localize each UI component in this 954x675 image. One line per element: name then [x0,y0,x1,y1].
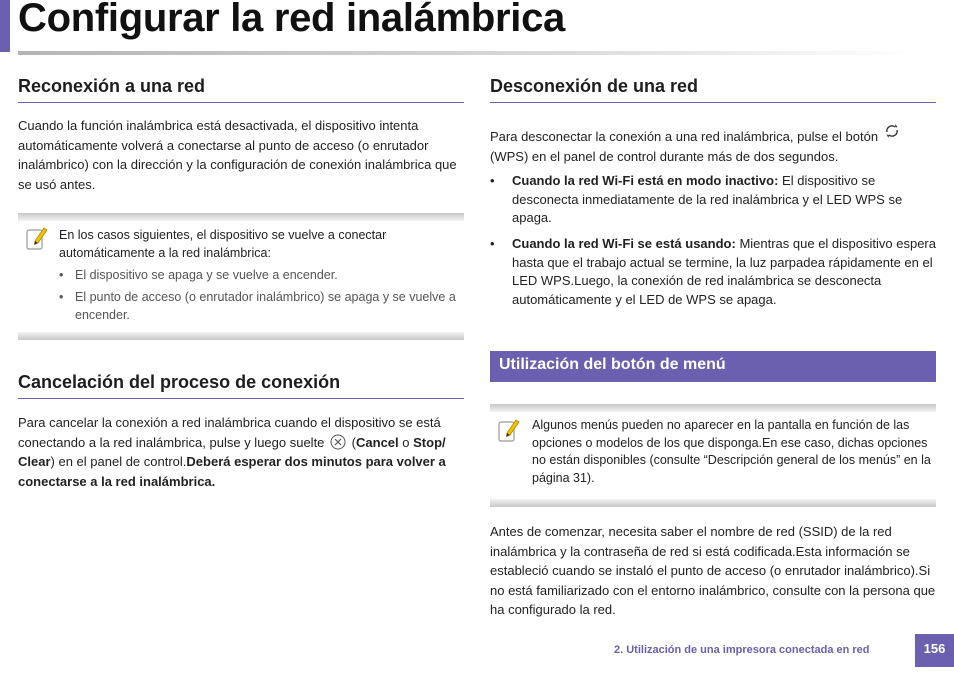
note-top-shade [490,404,936,412]
note-pencil-icon [26,225,48,251]
note-bullet-item: El punto de acceso (o enrutador inalámbrico) se apaga y se vuelve a encender. [75,290,456,322]
note-box-menu [490,404,936,507]
bullet-text: Mientras que el dispositivo espera hasta que el trabajo actual se termine, la luz parpadea rápidamente en el LED WPS.Luego, la conexión de red inalámbrica se desconecta automáticamente y el LED de WPS se apaga. [512,236,936,307]
page-title: Configurar la red inalámbrica [18,0,566,40]
cancel-button-icon [330,434,346,450]
title-accent-bar [0,0,10,52]
page-number-badge [915,634,954,667]
note-top-shade [18,213,464,221]
bullet-marker: • [490,236,495,251]
section-band-menu [490,351,936,382]
cancel-label: Cancel [356,434,399,450]
note-bullet-item: El dispositivo se apaga y se vuelve a encender. [75,268,338,282]
footer-chapter: 2. Utilización de una impresora conectada en red [614,644,870,656]
disconnect-intro-2: (WPS) en el panel de control durante más de dos segundos. [490,148,839,164]
section-rule [490,102,936,103]
section-heading-reconnect: Reconexión a una red [18,76,206,96]
note-pencil-icon [498,417,520,443]
bullet-bold: Cuando la red Wi-Fi está en modo inactivo: [512,173,779,188]
cancel-text-2: ) en el panel de control. [50,454,187,469]
note-text: En los casos siguientes, el dispositivo se vuelve a conectar automáticamente a la red inalámbrica: [59,228,387,260]
page-number: 156 [923,641,946,656]
note-text: Algunos menús pueden no aparecer en la pantalla en función de las opciones o modelos de los que disponga.En ese caso, dichas opciones no están disponibles (consulte “Descripción general de los menús” en la página 31). [532,418,931,485]
reconnect-paragraph: Cuando la función inalámbrica está desactivada, el dispositivo intenta automáticamente volverá a conectarse al punto de acceso (o enrutador inalámbrico) con la dirección y la configuración de conexión inalámbrica que se usó antes. [18,118,457,192]
disconnect-bullet-idle [512,172,936,228]
section-heading-disconnect: Desconexión de una red [490,76,699,96]
note-bottom-shade [490,499,936,507]
disconnect-intro-1: Para desconectar la conexión a una red inalámbrica, pulse el botón [490,129,879,144]
section-rule [18,102,464,103]
menu-paragraph: Antes de comenzar, necesita saber el nombre de red (SSID) de la red inalámbrica y la contraseña de red si está codificada.Esta información se estableció cuando se instaló el punto de acceso (o enrutador inalámbrico).Si no está familiarizado con el entorno inalámbrico, consulte con la persona que ha configurado la red. [490,524,936,617]
note-bottom-shade [18,332,464,340]
bullet-text: El dispositivo se desconecta inmediatamente de la red inalámbrica y el LED WPS se apaga. [512,173,903,225]
section-heading-cancel: Cancelación del proceso de conexión [18,372,341,392]
menu-heading: Utilización del botón de menú [499,356,726,373]
note-bullet-marker: • [59,290,64,304]
cancel-text: Para cancelar la conexión a red inalámbrica cuando el dispositivo se está conectando a la red inalámbrica, pulse y luego suelte [18,415,441,450]
note-box-reconnect [18,213,464,340]
stop-clear-label: Stop/ Clear [18,434,446,469]
bullet-bold: Cuando la red Wi-Fi se está usando: [512,236,736,251]
title-divider [18,51,913,55]
cancel-paragraph [18,413,464,491]
disconnect-intro [490,123,930,166]
disconnect-bullet-busy [512,235,936,309]
open-paren: ( [351,434,357,450]
bullet-marker: • [490,173,495,188]
or-word: o [402,434,410,450]
wps-icon [884,123,900,139]
note-bullet-marker: • [59,268,64,282]
section-rule [18,398,464,399]
cancel-bold-tail: Deberá esperar dos minutos para volver a conectarse a la red inalámbrica. [18,454,446,489]
